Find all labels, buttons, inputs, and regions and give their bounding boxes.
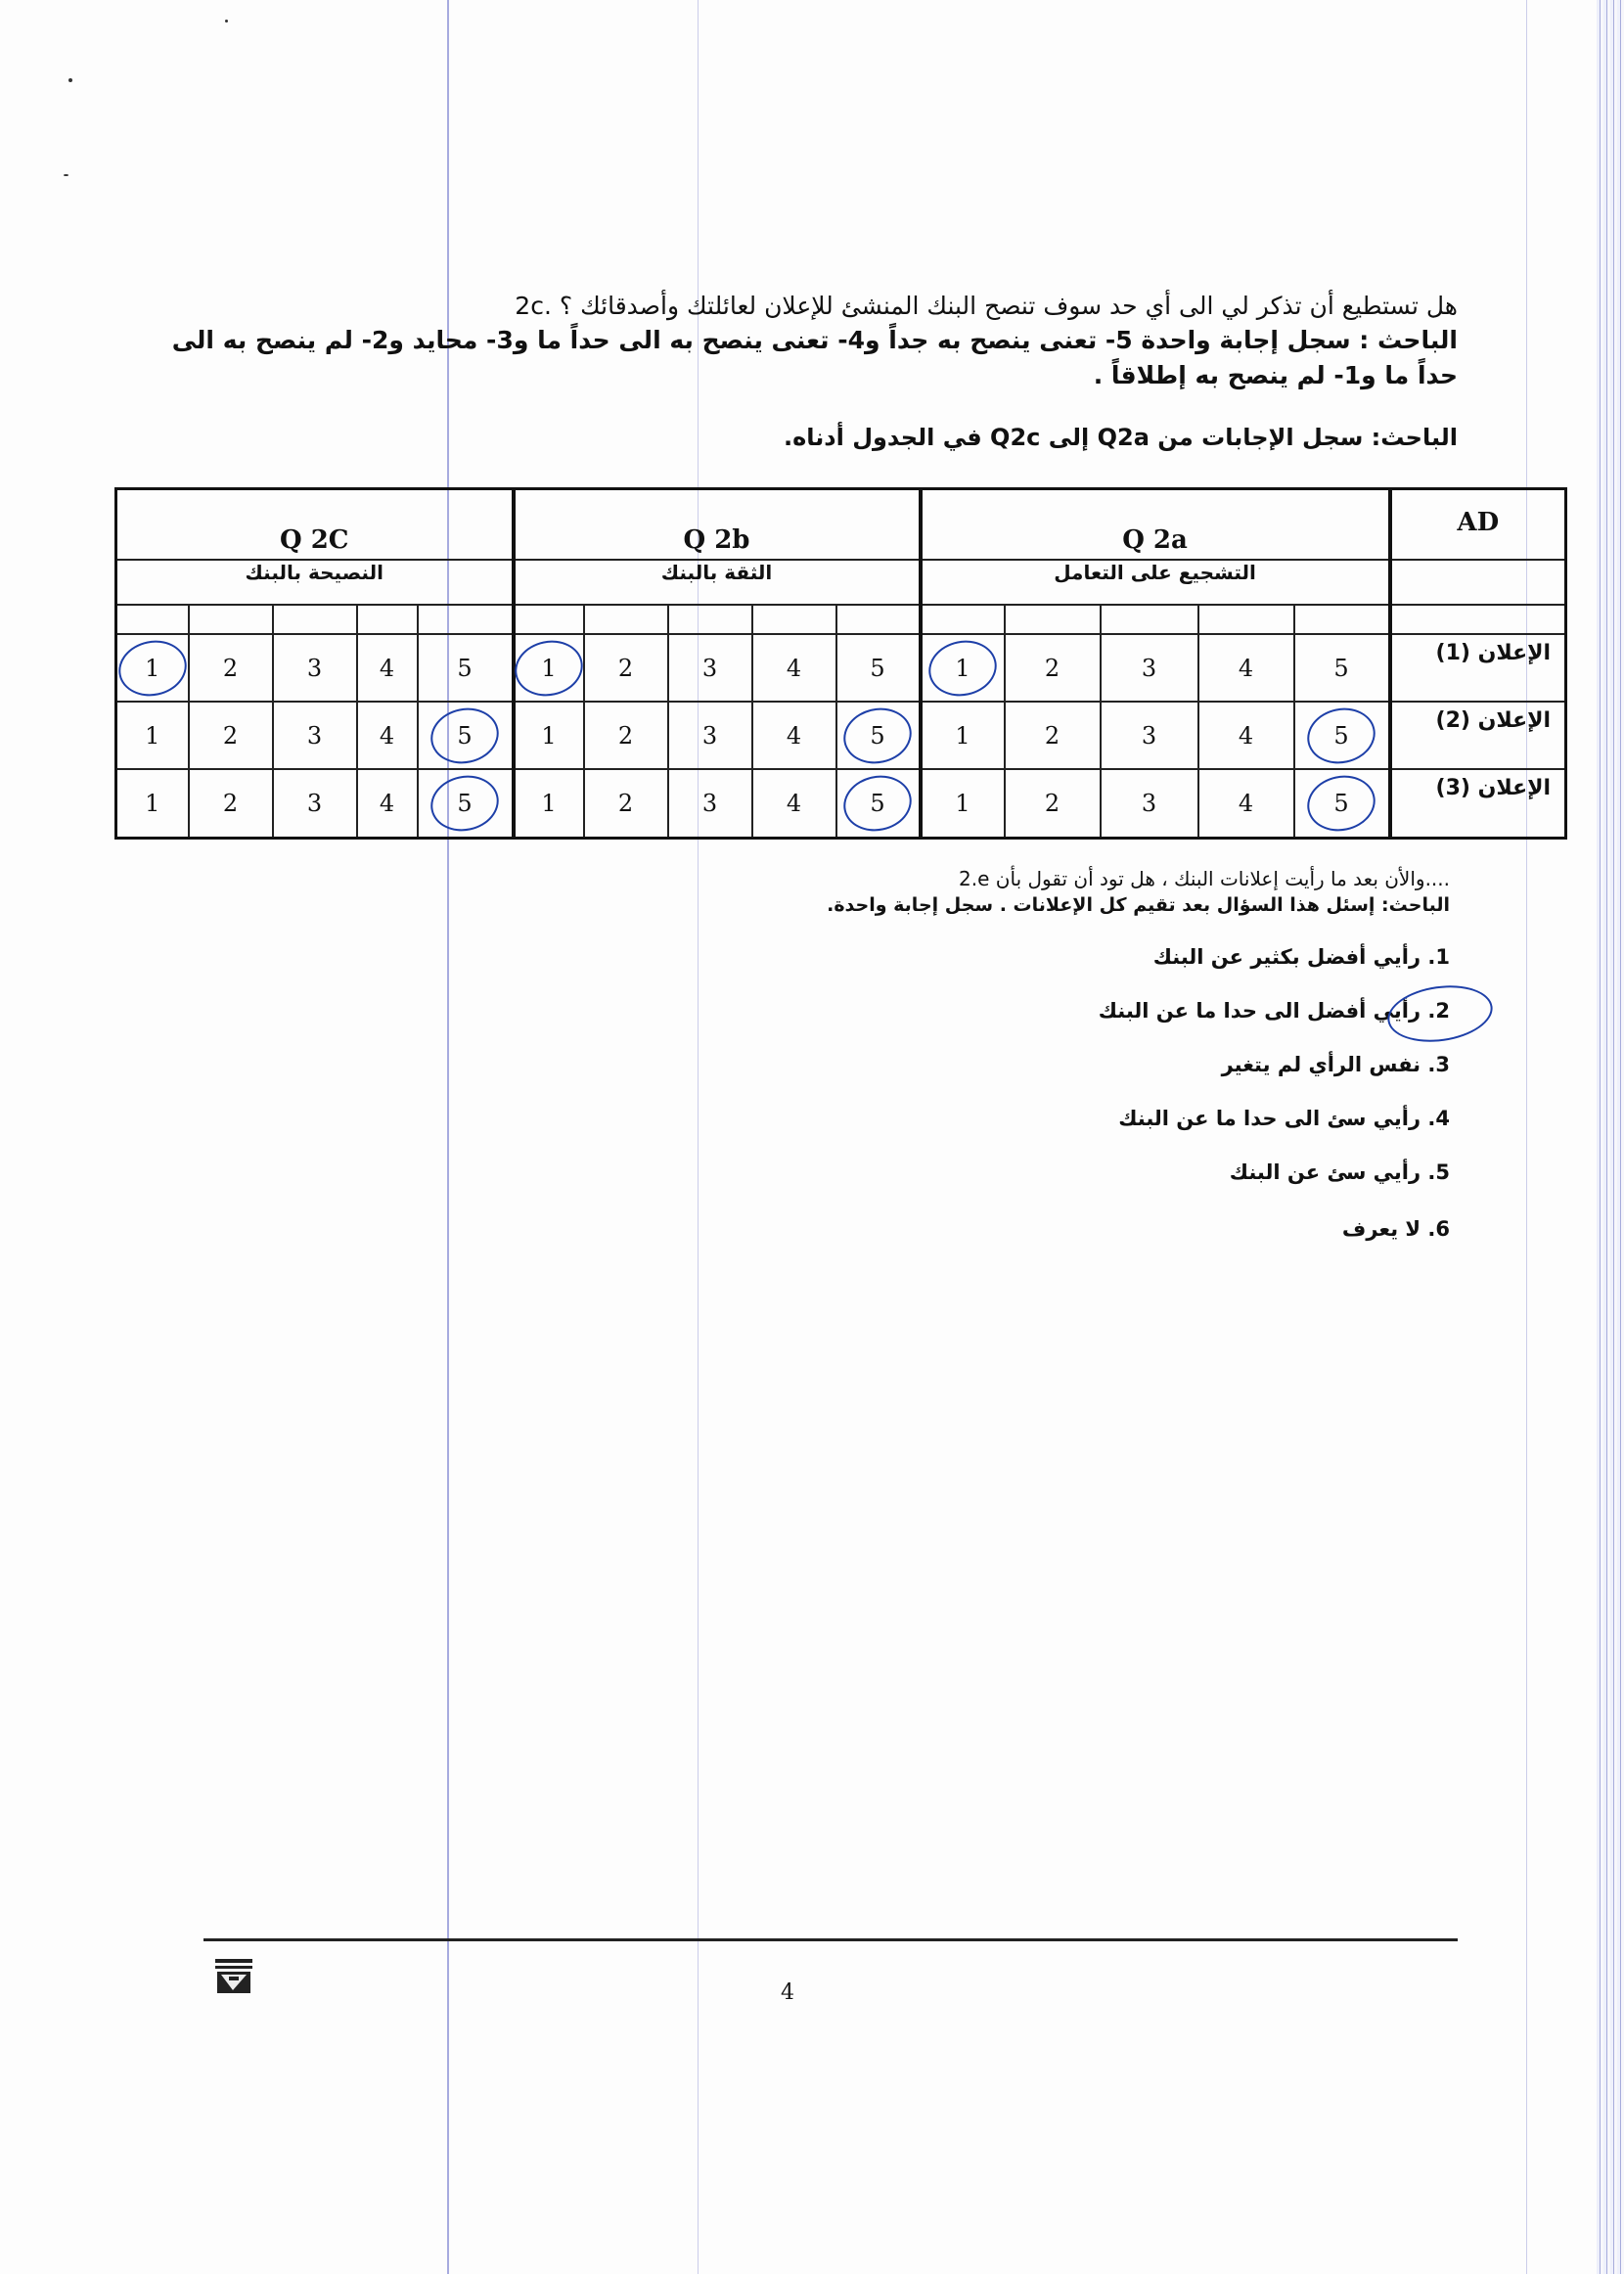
scale-cell[interactable]: 5: [836, 634, 921, 702]
option-3[interactable]: 3. نفس الرأي لم يتغير: [1221, 1053, 1450, 1076]
scale-cell[interactable]: 1: [514, 634, 584, 702]
scale-cell[interactable]: 3: [1101, 702, 1198, 769]
scale-cell[interactable]: 4: [752, 634, 836, 702]
scale-cell[interactable]: 5: [418, 702, 514, 769]
scan-line: [1526, 0, 1527, 2274]
scale-cell[interactable]: 2: [189, 769, 273, 838]
scale-cell[interactable]: 1: [116, 634, 189, 702]
scale-cell[interactable]: 4: [1198, 769, 1294, 838]
pen-circle: [426, 769, 504, 837]
pen-circle: [838, 702, 917, 769]
company-logo-icon: [211, 1953, 256, 1998]
scale-cell[interactable]: 5: [836, 769, 921, 838]
scale-cell[interactable]: 3: [668, 769, 752, 838]
ad-label-cell: [1390, 560, 1566, 605]
scale-cell[interactable]: 1: [921, 702, 1005, 769]
scale-cell[interactable]: 5: [1294, 634, 1390, 702]
scale-cell[interactable]: 2: [584, 634, 668, 702]
scale-cell[interactable]: 1: [116, 702, 189, 769]
scale-cell[interactable]: 5: [1294, 702, 1390, 769]
question-2e-instruction: الباحث: إسئل هذا السؤال بعد تقيم كل الإعلانات . سجل إجابة واحدة.: [827, 894, 1450, 916]
group-label-q2a: التشجيع على التعامل: [921, 560, 1390, 605]
question-2c-instruction: الباحث : سجل إجابة واحدة 5- تعنى ينصح به جداً و4- تعنى ينصح به الى حداً ما و3- محايد و2- لم ينصح به الى حداً ما و1- لم ينصح به إطلاقاً .: [171, 326, 1458, 389]
scale-cell[interactable]: 3: [273, 702, 357, 769]
pen-circle: [1302, 769, 1380, 837]
scale-cell[interactable]: 4: [1198, 634, 1294, 702]
pen-circle: [1302, 702, 1380, 769]
record-instruction: الباحث: سجل الإجابات من Q2a إلى Q2c في الجدول أدناه.: [783, 424, 1458, 451]
question-text: هل تستطيع أن تذكر لي الى أي حد سوف تنصح البنك المنشئ للإعلان لعائلتك وأصدقائك ؟: [559, 292, 1458, 320]
scale-cell[interactable]: 5: [418, 634, 514, 702]
pen-circle: [510, 634, 588, 702]
scale-cell[interactable]: 3: [1101, 769, 1198, 838]
scan-speck: [64, 174, 68, 176]
scale-cell[interactable]: 4: [357, 702, 418, 769]
ad-header: AD: [1390, 489, 1566, 561]
scale-cell[interactable]: 3: [273, 634, 357, 702]
scale-cell[interactable]: 4: [752, 702, 836, 769]
scale-cell[interactable]: 4: [357, 769, 418, 838]
scale-cell[interactable]: 4: [752, 769, 836, 838]
table-row: [116, 769, 1566, 838]
page-number: 4: [781, 1980, 794, 2005]
scale-cell[interactable]: 2: [189, 634, 273, 702]
question-2c: [157, 290, 1458, 323]
row-label: الإعلان (1): [1390, 634, 1566, 702]
pen-circle: [1384, 979, 1497, 1048]
pen-circle: [838, 769, 917, 837]
footer-rule: [203, 1938, 1458, 1941]
scale-cell[interactable]: 2: [1005, 702, 1101, 769]
scale-cell[interactable]: 3: [1101, 634, 1198, 702]
scale-cell[interactable]: 4: [357, 634, 418, 702]
scale-cell[interactable]: 5: [836, 702, 921, 769]
table-row: [116, 702, 1566, 769]
question-2e: [569, 867, 1450, 890]
scale-cell[interactable]: 2: [1005, 769, 1101, 838]
scale-cell[interactable]: 2: [584, 702, 668, 769]
pen-circle: [924, 634, 1002, 702]
group-header-q2c: Q 2C: [116, 489, 514, 561]
scale-cell[interactable]: 3: [668, 702, 752, 769]
pen-circle: [113, 634, 192, 702]
scan-edge: [1597, 0, 1624, 2274]
question-text: والأن بعد ما رأيت إعلانات البنك ، هل تود أن تقول بأن....: [995, 867, 1450, 890]
group-header-q2a: Q 2a: [921, 489, 1390, 561]
scale-cell[interactable]: 1: [514, 769, 584, 838]
row-label: الإعلان (3): [1390, 769, 1566, 838]
scale-cell[interactable]: 2: [1005, 634, 1101, 702]
table-row: [116, 634, 1566, 702]
option-2[interactable]: 2. رأيي أفضل الى حدا ما عن البنك: [1098, 999, 1450, 1023]
scale-cell[interactable]: 3: [273, 769, 357, 838]
question-number: 2c.: [515, 292, 552, 320]
pen-circle: [426, 702, 504, 769]
group-label-q2b: الثقة بالبنك: [514, 560, 921, 605]
spacer-row: [116, 605, 1566, 634]
question-number: 2.e: [959, 867, 990, 890]
scale-cell[interactable]: 5: [1294, 769, 1390, 838]
scale-cell[interactable]: 2: [584, 769, 668, 838]
scale-cell[interactable]: 1: [921, 634, 1005, 702]
answer-table: [114, 487, 1567, 840]
option-6[interactable]: 6. لا يعرف: [1341, 1217, 1450, 1241]
option-1[interactable]: 1. رأيي أفضل بكثير عن البنك: [1152, 945, 1450, 969]
scale-cell[interactable]: 1: [514, 702, 584, 769]
scale-cell[interactable]: 4: [1198, 702, 1294, 769]
scale-cell[interactable]: 5: [418, 769, 514, 838]
group-header-q2b: Q 2b: [514, 489, 921, 561]
row-label: الإعلان (2): [1390, 702, 1566, 769]
option-5[interactable]: 5. رأيي سئ عن البنك: [1229, 1160, 1450, 1184]
group-label-q2c: النصيحة بالبنك: [116, 560, 514, 605]
scan-speck: [225, 20, 228, 23]
scale-cell[interactable]: 1: [116, 769, 189, 838]
scale-cell[interactable]: 2: [189, 702, 273, 769]
scale-cell[interactable]: 3: [668, 634, 752, 702]
option-4[interactable]: 4. رأيي سئ الى حدا ما عن البنك: [1118, 1107, 1450, 1130]
scale-cell[interactable]: 1: [921, 769, 1005, 838]
scan-speck: [68, 78, 72, 82]
